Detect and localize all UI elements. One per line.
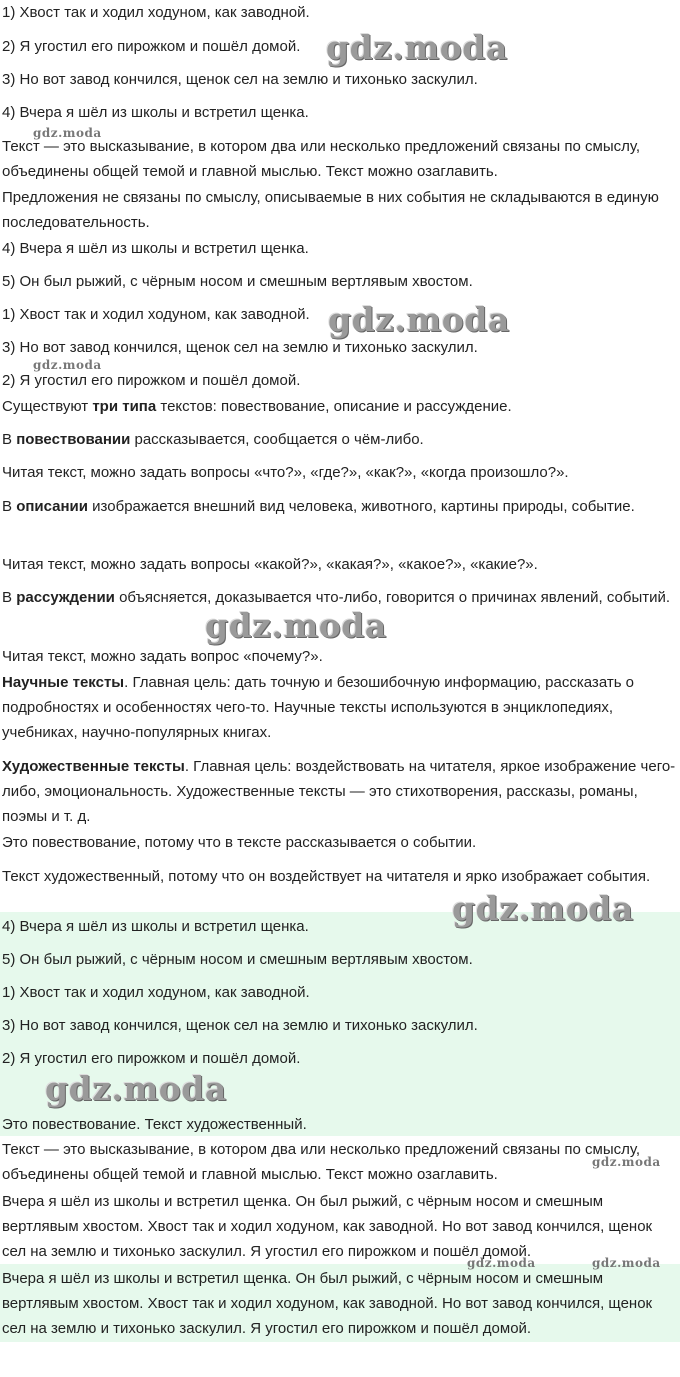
watermark-logo: gdz.moda [326,28,508,67]
watermark-logo-small: gdz.moda [33,126,102,140]
text-definition-repeat: Текст — это высказывание, в котором два или несколько предложений связаны по смыслу, объединены общей темой и главной мыслью. Текст можно озаглавить. [2,1141,641,1183]
answer-sentence-4: 4) Вчера я шёл из школы и встретил щенка. [2,918,309,935]
answer-sentence-1: 1) Хвост так и ходил ходуном, как заводной. [2,984,310,1001]
answer-sentence-3: 3) Но вот завод кончился, щенок сел на землю и тихонько заскулил. [2,1017,478,1034]
ordered-sentence-3: 3) Но вот завод кончился, щенок сел на землю и тихонько заскулил. [2,339,478,356]
watermark-logo: gdz.moda [328,300,510,339]
not-related-note: Предложения не связаны по смыслу, описываемые в них события не складываются в единую последовательность. [2,189,659,231]
answer-sentence-5: 5) Он был рыжий, с чёрным носом и смешным вертлявым хвостом. [2,951,473,968]
scientific-texts: Научные тексты. Главная цель: дать точную и безошибочную информацию, рассказать о подробностях и особенностях чего-то. Научные тексты используются в энциклопедиях, учебниках, научно-популярных книгах. [2,674,635,741]
sentence-1: 1) Хвост так и ходил ходуном, как заводной. [2,4,310,21]
sentence-4: 4) Вчера я шёл из школы и встретил щенка. [2,104,309,121]
ordered-sentence-2: 2) Я угостил его пирожком и пошёл домой. [2,372,301,389]
watermark-logo-small: gdz.moda [33,358,102,372]
description-questions: Читая текст, можно задать вопросы «какой?», «какая?», «какое?», «какие?». [2,556,538,573]
watermark-logo-small: gdz.moda [592,1256,661,1270]
artistic-texts: Художественные тексты. Главная цель: воздействовать на читателя, яркое изображение чего-либо, эмоциональность. Художественные тексты — это стихотворения, рассказы, романы, поэмы и т. д. [2,758,676,825]
watermark-logo-small: gdz.moda [592,1155,661,1169]
answer-text-type: Это повествование. Текст художественный. [2,1116,307,1133]
text-definition: Текст — это высказывание, в котором два или несколько предложений связаны по смыслу, объединены общей темой и главной мыслью. Текст можно озаглавить. [2,138,641,180]
story-text-answer: Вчера я шёл из школы и встретил щенка. Он был рыжий, с чёрным носом и смешным вертлявым хвостом. Хвост так и ходил ходуном, как заводной. Но вот завод кончился, щенок сел на землю и тихонько заскулил. Я угостил его пирожком и пошёл домой. [2,1270,653,1337]
artistic-reason: Текст художественный, потому что он воздействует на читателя и ярко изображает события. [2,868,651,885]
narration-reason: Это повествование, потому что в тексте рассказывается о событии. [2,834,477,851]
reasoning-definition: В рассуждении объясняется, доказывается что-либо, говорится о причинах явлений, событий. [2,589,671,606]
ordered-sentence-4: 4) Вчера я шёл из школы и встретил щенка. [2,240,309,257]
narration-questions: Читая текст, можно задать вопросы «что?», «где?», «как?», «когда произошло?». [2,464,569,481]
ordered-sentence-5: 5) Он был рыжий, с чёрным носом и смешным вертлявым хвостом. [2,273,473,290]
sentence-3: 3) Но вот завод кончился, щенок сел на землю и тихонько заскулил. [2,71,478,88]
narration-definition: В повествовании рассказывается, сообщается о чём-либо. [2,431,424,448]
watermark-logo: gdz.moda [452,889,634,928]
story-text: Вчера я шёл из школы и встретил щенка. Он был рыжий, с чёрным носом и смешным вертлявым хвостом. Хвост так и ходил ходуном, как заводной. Но вот завод кончился, щенок сел на землю и тихонько заскулил. Я угостил его пирожком и пошёл домой. [2,1193,653,1260]
watermark-logo-small: gdz.moda [467,1256,536,1270]
answer-sentence-2: 2) Я угостил его пирожком и пошёл домой. [2,1050,301,1067]
description-definition: В описании изображается внешний вид человека, животного, картины природы, событие. [2,498,635,515]
watermark-logo: gdz.moda [205,606,387,645]
ordered-sentence-1: 1) Хвост так и ходил ходуном, как заводной. [2,306,310,323]
reasoning-question: Читая текст, можно задать вопрос «почему?». [2,648,323,665]
sentence-2: 2) Я угостил его пирожком и пошёл домой. [2,38,301,55]
watermark-logo: gdz.moda [45,1069,227,1108]
text-types: Существуют три типа текстов: повествование, описание и рассуждение. [2,398,512,415]
